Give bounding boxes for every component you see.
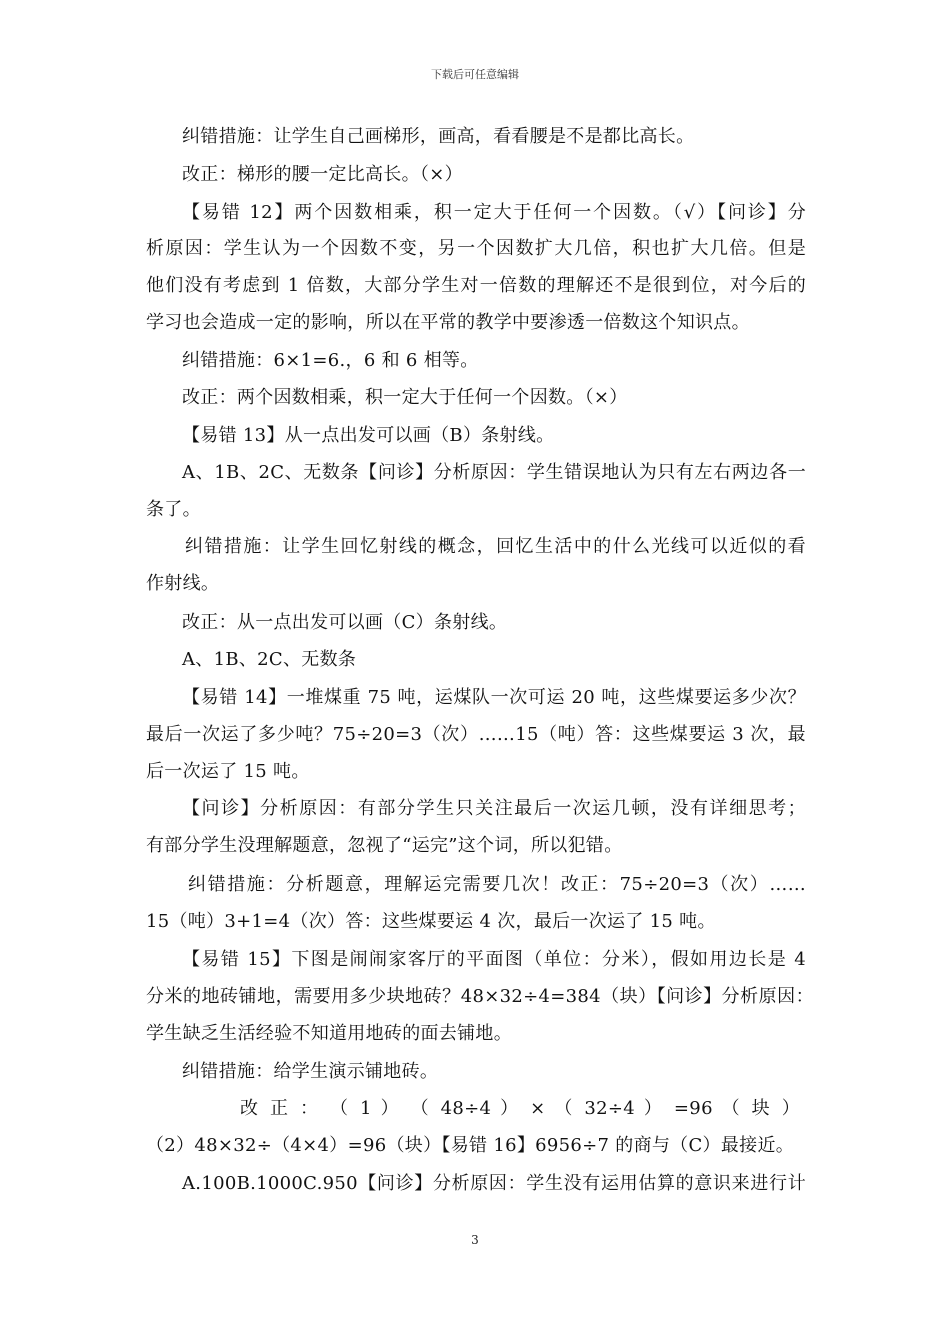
text-line: A.100B.1000C.950【问诊】分析原因：学生没有运用估算的意识来进行计 bbox=[182, 1173, 806, 1194]
text-line: A、1B、2C、无数条 bbox=[182, 649, 357, 670]
text-line: 【易错 14】一堆煤重 75 吨，运煤队一次可运 20 吨，这些煤要运多少次？ bbox=[182, 687, 806, 708]
page-number: 3 bbox=[471, 1233, 479, 1247]
text-line: 【问诊】分析原因：有部分学生只关注最后一次运几顿，没有详细思考； bbox=[182, 798, 806, 819]
text-line: 纠错措施：给学生演示铺地砖。 bbox=[182, 1061, 439, 1082]
text-line: 纠错措施：分析题意，理解运完需要几次！改正：75÷20=3（次）…… bbox=[188, 874, 806, 895]
text-line: 纠错措施：让学生自己画梯形，画高，看看腰是不是都比高长。 bbox=[182, 126, 695, 147]
text-line: 【易错 13】从一点出发可以画（B）条射线。 bbox=[182, 425, 555, 446]
text-line: 改正：从一点出发可以画（C）条射线。 bbox=[182, 612, 508, 633]
text-line: 改正：两个因数相乘，积一定大于任何一个因数。（×） bbox=[182, 387, 628, 408]
text-line: 【易错 12】两个因数相乘，积一定大于任何一个因数。（√）【问诊】分 bbox=[182, 202, 806, 223]
text-line: 学习也会造成一定的影响，所以在平常的教学中要渗透一倍数这个知识点。 bbox=[146, 312, 750, 333]
text-line: 后一次运了 15 吨。 bbox=[146, 761, 310, 782]
text-line: 【易错 15】下图是闹闹家客厅的平面图（单位：分米），假如用边长是 4 bbox=[182, 949, 806, 970]
text-line: 最后一次运了多少吨？75÷20=3（次）……15（吨）答：这些煤要运 3 次，最 bbox=[146, 724, 806, 745]
text-line: 纠错措施：让学生回忆射线的概念，回忆生活中的什么光线可以近似的看 bbox=[185, 536, 806, 557]
text-line: 条了。 bbox=[146, 499, 201, 520]
text-line: 析原因：学生认为一个因数不变，另一个因数扩大几倍，积也扩大几倍。但是 bbox=[146, 238, 806, 259]
text-line: 有部分学生没理解题意，忽视了“运完”这个词，所以犯错。 bbox=[146, 835, 623, 856]
text-line: A、1B、2C、无数条【问诊】分析原因：学生错误地认为只有左右两边各一 bbox=[182, 462, 806, 483]
text-line: 他们没有考虑到 1 倍数，大部分学生对一倍数的理解还不是很到位，对今后的 bbox=[146, 275, 806, 296]
text-line: 纠错措施：6×1=6.，6 和 6 相等。 bbox=[182, 350, 479, 371]
text-line: （2）48×32÷（4×4）=96（块）【易错 16】6956÷7 的商与（C）最接近。 bbox=[146, 1135, 795, 1156]
text-line: 改 正 ： （ 1 ） （ 48÷4 ） × （ 32÷4 ） =96 （ 块 ） bbox=[240, 1098, 800, 1119]
text-line: 学生缺乏生活经验不知道用地砖的面去铺地。 bbox=[146, 1023, 512, 1044]
text-line: 作射线。 bbox=[146, 573, 220, 594]
text-line: 改正：梯形的腰一定比高长。（×） bbox=[182, 164, 463, 185]
page-header: 下载后可任意编辑 bbox=[431, 68, 519, 81]
text-line: 15（吨）3+1=4（次）答：这些煤要运 4 次，最后一次运了 15 吨。 bbox=[146, 911, 716, 932]
text-line: 分米的地砖铺地，需要用多少块地砖？48×32÷4=384（块）【问诊】分析原因： bbox=[146, 986, 814, 1007]
